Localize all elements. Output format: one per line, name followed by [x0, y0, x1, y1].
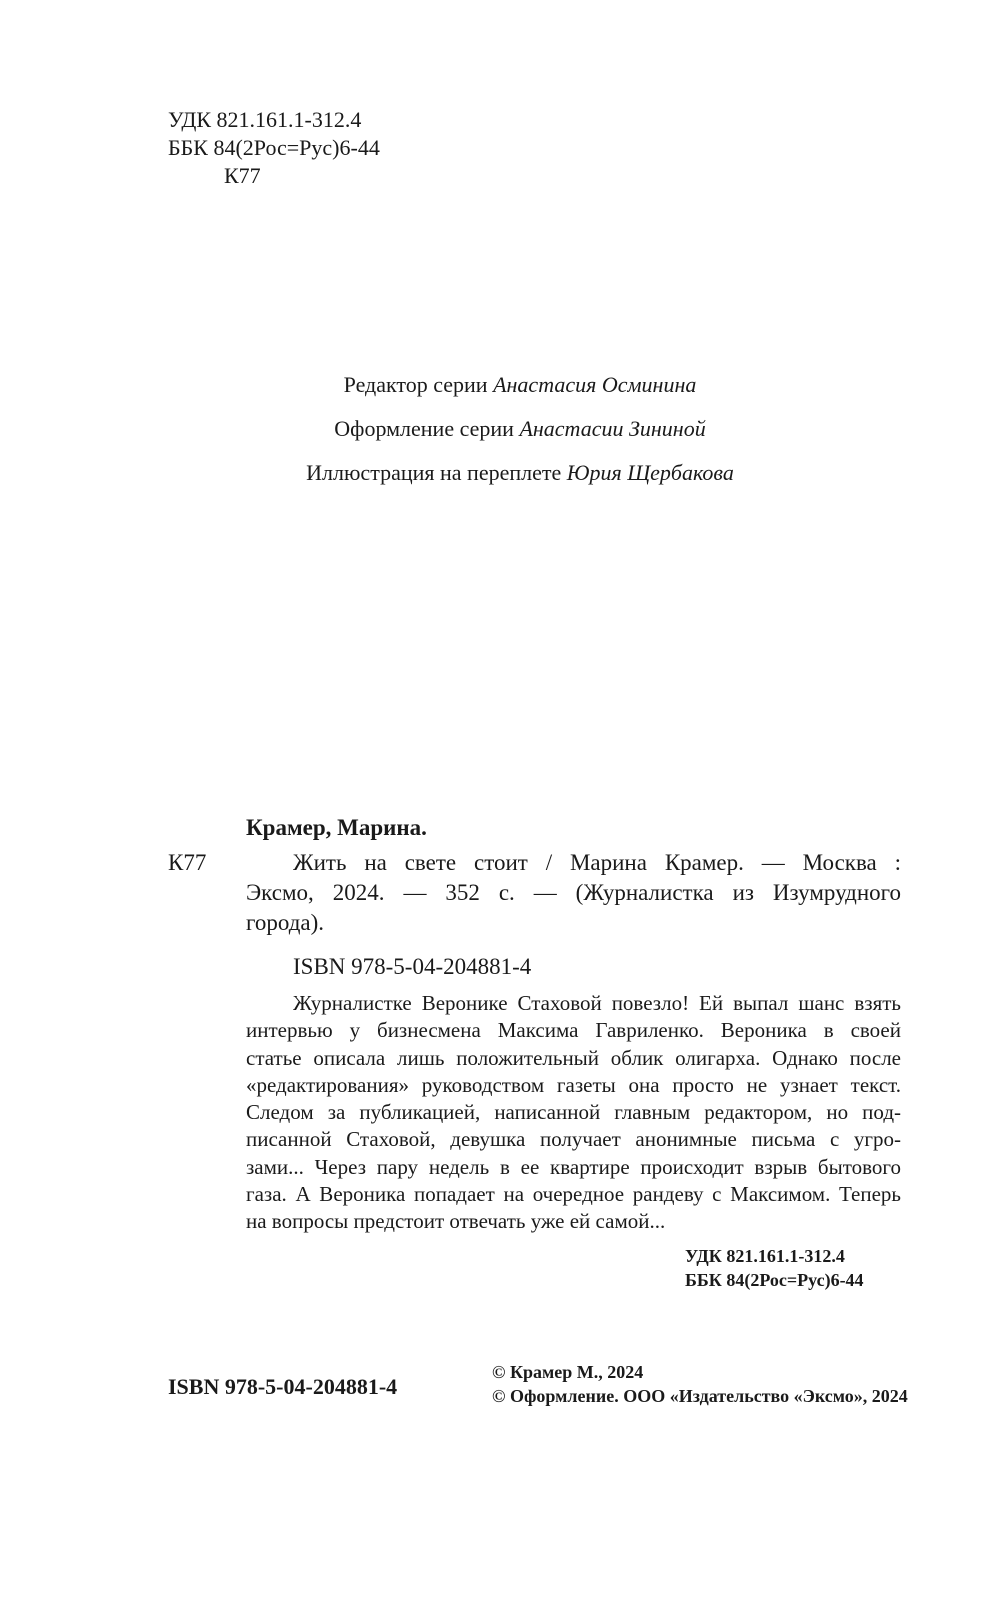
bibliography-isbn: ISBN 978-5-04-204881-4 [293, 954, 532, 979]
series-credits [0, 371, 1000, 503]
udk-code: УДК 821.161.1-312.4 [168, 107, 362, 132]
credit-name: Анастасии Зининой [519, 416, 706, 441]
description-line: города). [246, 910, 325, 935]
annotation-line: Журналистке Веронике Стаховой повезло! Ей выпал шанс взять [293, 991, 901, 1015]
annotation-line: зами... Через пару недель в ее квартире происходит взрыв бытового [246, 1154, 901, 1179]
copyright-design: © Оформление. ООО «Издательство «Эксмо», 2024 [492, 1386, 908, 1406]
bibliographic-description [246, 848, 901, 938]
udk-code: УДК 821.161.1-312.4 [685, 1246, 845, 1266]
author-heading: Крамер, Марина. [246, 815, 427, 840]
annotation-line: на вопросы предстоит отвечать уже ей самой... [246, 1209, 666, 1234]
annotation-line: писанной Стаховой, девушка получает анонимные письма с угро- [246, 1127, 901, 1152]
annotation-line: газа. А Вероника попадает на очередное рандеву с Максимом. Теперь [246, 1182, 901, 1207]
bbk-code: ББК 84(2Рос=Рус)6-44 [685, 1270, 864, 1290]
annotation-line: «редактирования» руководством газеты она просто не узнает текст. [246, 1072, 901, 1097]
footer-isbn: ISBN 978-5-04-204881-4 [168, 1374, 398, 1399]
credit-label: Редактор серии [343, 372, 488, 397]
credit-illustration [0, 459, 1000, 503]
credit-design [0, 415, 1000, 459]
credit-name: Анастасия Осминина [493, 372, 697, 397]
description-line: Жить на свете стоит / Марина Крамер. — Москва : [293, 850, 901, 875]
bbk-code: ББК 84(2Рос=Рус)6-44 [168, 135, 380, 160]
credit-label: Иллюстрация на переплете [306, 460, 562, 485]
credit-name: Юрия Щербакова [566, 460, 734, 485]
copyright-notices [492, 1360, 908, 1408]
credit-editor [0, 371, 1000, 415]
annotation-line: Следом за публикацией, написанной главным редактором, но под- [246, 1100, 901, 1125]
bibliography-author-mark: К77 [168, 850, 207, 875]
top-classification-codes [168, 106, 380, 190]
bottom-classification-codes [685, 1244, 864, 1292]
credit-label: Оформление серии [334, 416, 514, 441]
author-mark: К77 [224, 163, 261, 188]
annotation [246, 990, 901, 1236]
description-line: Эксмо, 2024. — 352 с. — (Журналистка из Изумрудного [246, 880, 901, 905]
annotation-line: статье описала лишь положительный облик олигарха. Однако после [246, 1045, 901, 1070]
annotation-line: интервью у бизнесмена Максима Гавриленко. Вероника в своей [246, 1018, 901, 1043]
copyright-author: © Крамер М., 2024 [492, 1362, 644, 1382]
